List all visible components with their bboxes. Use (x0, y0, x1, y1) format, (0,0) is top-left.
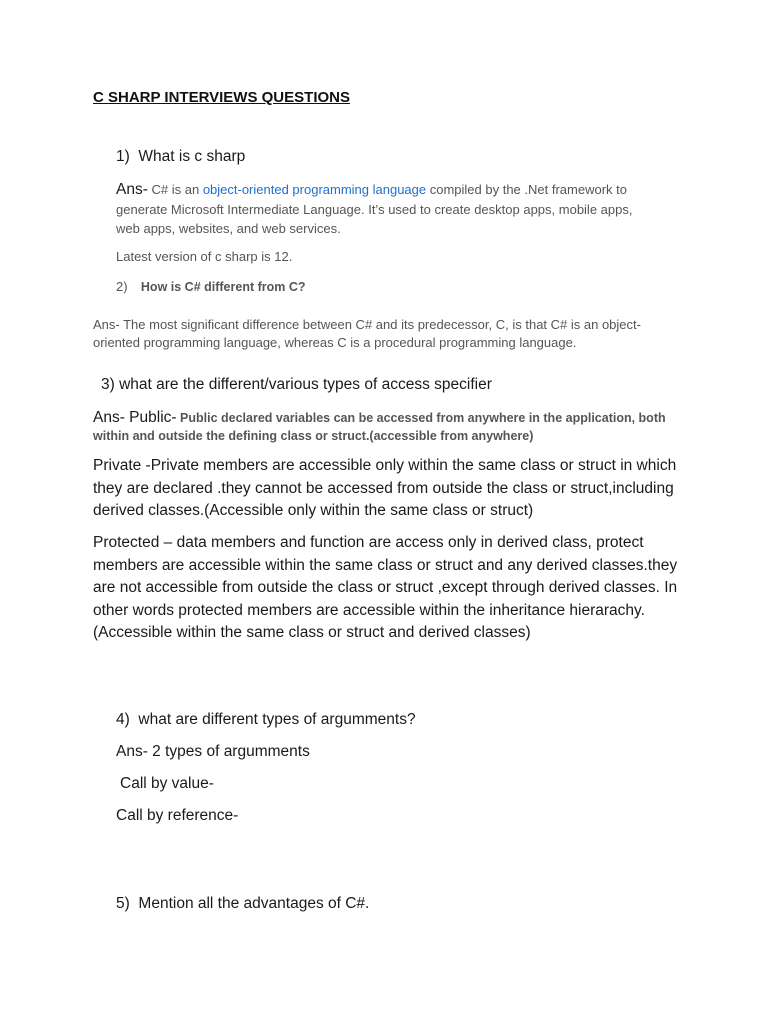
answer-2-line-2: oriented programming language, whereas C is a procedural programming language. (93, 335, 577, 350)
oop-language-link[interactable]: object-oriented programming language (202, 182, 427, 197)
question-4-text: what are different types of argumments? (138, 711, 416, 728)
question-4 (116, 711, 416, 729)
answer-1-line-1 (116, 181, 627, 199)
private-description: Private -Private members are accessible only within the same class or struct in which they are declared .they cannot be accessed from outside the class or struct,including derived classes.(Accessible only within the same class or struct) (93, 457, 677, 520)
question-1-text: What is c sharp (138, 148, 246, 165)
answer-1-pre: C# is an (151, 182, 203, 197)
question-1-number: 1) (116, 148, 130, 165)
question-5 (116, 895, 369, 913)
answer-2-line-1 (93, 317, 641, 332)
question-5-text: Mention all the advantages of C#. (138, 895, 370, 912)
answer-2-label: Ans- (93, 317, 120, 332)
protected-description: Protected – data members and function are access only in derived class, protect members are accessible within the same class or struct and any derived classes.they are not accessible from outside the class or struct ,except through derived classes. In other words protected members are accessible within the inheritance hierarachy. (Accessible within the same class or struct and derived classes) (93, 534, 678, 642)
answer-3-label: Ans- Public- (93, 409, 177, 426)
answer-4: Ans- 2 types of argumments (116, 743, 310, 760)
answer-1-line-2: generate Microsoft Intermediate Language. It’s used to create desktop apps, mobile apps, (116, 202, 633, 217)
answer-1-label: Ans- (116, 181, 148, 198)
argument-type-call-by-reference: Call by reference- (116, 807, 239, 824)
answer-1-post: compiled by the .Net framework to (426, 182, 627, 197)
answer-2-text-1: The most significant difference between C# and its predecessor, C, is that C# is an object- (119, 317, 641, 332)
question-1 (116, 148, 245, 166)
argument-type-call-by-value: Call by value- (120, 775, 214, 792)
question-3: 3) what are the different/various types of access specifier (101, 376, 492, 393)
page-title: C SHARP INTERVIEWS QUESTIONS (93, 89, 350, 106)
question-4-number: 4) (116, 711, 130, 728)
question-2-text: How is C# different from C? (140, 280, 306, 294)
answer-3-public-line-1 (93, 409, 666, 427)
public-description-1: Public declared variables can be accessed from anywhere in the application, both (176, 411, 666, 425)
question-2-number: 2) (116, 279, 128, 294)
question-5-number: 5) (116, 895, 130, 912)
question-2 (116, 278, 306, 296)
latest-version-note: Latest version of c sharp is 12. (116, 249, 293, 264)
answer-1-line-3: web apps, websites, and web services. (116, 221, 341, 236)
public-description-2: within and outside the defining class or struct.(accessible from anywhere) (93, 429, 534, 443)
